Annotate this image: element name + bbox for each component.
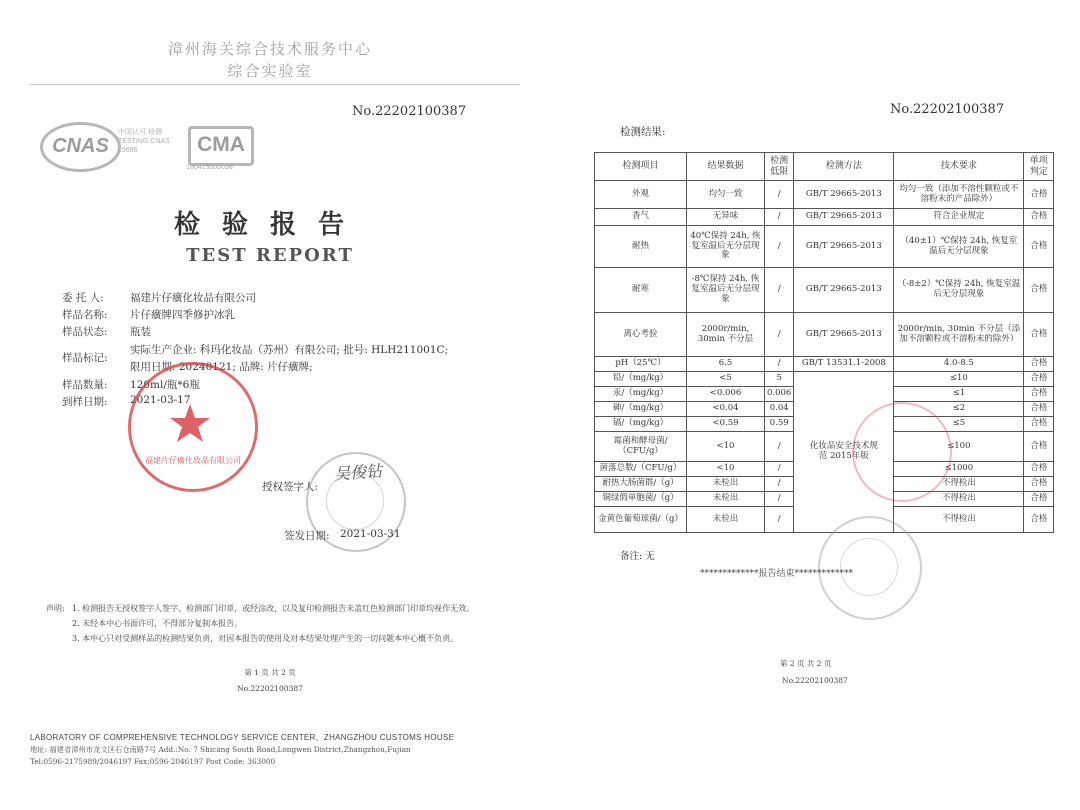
cell-item: 铜绿假单胞菌/（g） [595, 492, 687, 507]
cell-verdict: 合格 [1024, 402, 1054, 417]
stamp-star-icon [128, 362, 252, 486]
cell-result: 2000r/min, 30min 不分层 [687, 313, 765, 357]
company-red-stamp [128, 362, 258, 492]
cell-item: 外观 [595, 181, 687, 209]
cell-verdict: 合格 [1024, 372, 1054, 387]
cell-method: GB/T 29665-2013 [794, 181, 894, 209]
cell-item: 砷/（mg/kg） [595, 402, 687, 417]
cell-requirement: 均匀一致（添加不溶性颗粒或不溶粉末的产品除外） [894, 181, 1024, 209]
cell-method: GB/T 29665-2013 [794, 226, 894, 268]
lab-english-name: LABORATORY OF COMPREHENSIVE TECHNOLOGY SERVICE CENTER，ZHANGZHOU CUSTOMS HOUSE [30, 733, 455, 742]
cell-item: 香气 [595, 209, 687, 226]
cell-requirement: 2000r/min, 30min 不分层（添加不溶颗粒或不溶粉末的除外） [894, 313, 1024, 357]
lab-subname-header: 综合实验室 [227, 62, 313, 80]
cell-method-merged: 化妆品安全技术规范 2015年版 [794, 372, 894, 533]
cell-item: 镉/（mg/kg） [595, 417, 687, 432]
cell-requirement: 4.0-8.5 [894, 357, 1024, 372]
cell-requirement: 不得检出 [894, 477, 1024, 492]
cell-result: 6.5 [687, 357, 765, 372]
cell-verdict: 合格 [1024, 417, 1054, 432]
table-row [595, 181, 1054, 209]
cell-item: 菌落总数/（CFU/g） [595, 462, 687, 477]
sample-state-label: 样品状态: [62, 326, 108, 338]
cnas-logo-text: CNAS [52, 135, 109, 157]
sample-name-value: 片仔癀牌四季修护冰乳 [130, 309, 235, 321]
page1-page-number: 第 1 页 共 2 页 [244, 668, 296, 677]
cell-result: 40℃保持 24h, 恢复室温后无分层现象 [687, 226, 765, 268]
cell-limit: / [765, 313, 794, 357]
cell-requirement: ≤1000 [894, 462, 1024, 477]
sample-qty-value: 120ml/瓶*6瓶 [130, 379, 200, 391]
cell-result: <0.59 [687, 417, 765, 432]
lab-address: 地址: 福建省漳州市龙文区石仓南路7号 Add.:No. 7 Shicang South Road,Longwen District,Zhangzhou,Fujian [30, 745, 411, 754]
cell-method: GB/T 29665-2013 [794, 313, 894, 357]
cell-limit: / [765, 432, 794, 462]
cell-result: 无异味 [687, 209, 765, 226]
cell-limit: / [765, 462, 794, 477]
cell-result: 未检出 [687, 492, 765, 507]
cell-limit: / [765, 209, 794, 226]
signatory-label: 授权签字人: [262, 481, 319, 493]
page2-red-stamp [852, 402, 952, 502]
cell-item: 霉菌和酵母菌/（CFU/g） [595, 432, 687, 462]
table-row [595, 313, 1054, 357]
cell-requirement: ≤1 [894, 387, 1024, 402]
cell-verdict: 合格 [1024, 462, 1054, 477]
cell-item: 汞/（mg/kg） [595, 387, 687, 402]
col-header-verdict: 单项判定 [1024, 153, 1054, 181]
cell-limit: / [765, 226, 794, 268]
cell-result: 未检出 [687, 477, 765, 492]
col-header-result: 结果数据 [687, 153, 765, 181]
issue-date-label: 签发日期: [284, 530, 330, 542]
sample-name-label: 样品名称: [62, 309, 108, 321]
table-row [595, 268, 1054, 313]
client-value: 福建片仔癀化妆品有限公司 [130, 292, 256, 304]
sample-mark-value: 实际生产企业: 科玛化妆品（苏州）有限公司; 批号: HLH211001C; [130, 344, 449, 356]
report-title-cn: 检验报告 [173, 210, 366, 240]
cell-method: GB/T 29665-2013 [794, 209, 894, 226]
sample-qty-label: 样品数量: [62, 379, 108, 391]
col-header-limit: 检测低限 [765, 153, 794, 181]
statement-1: 1. 检测报告无授权签字人签字、检测部门印章，或经涂改，以及复印检测报告未盖红色检测部门印章均视作无效。 [72, 604, 475, 613]
cell-requirement: ≤5 [894, 417, 1024, 432]
lab-contact: Tel:0596-2175989/2046197 Fax:0596-2046197 Post Code: 363000 [30, 757, 276, 766]
statement-2: 2. 未经本中心书面许可，不得部分复制本报告。 [72, 619, 243, 628]
arrival-date-value: 2021-03-17 [130, 394, 191, 406]
lab-name-header: 漳州海关综合技术服务中心 [167, 40, 372, 58]
report-end-marker: *************报告结束************* [700, 569, 854, 579]
signatory-signature: 吴俊钻 [333, 461, 383, 484]
statement-3: 3. 本中心只对受测样品的检测结果负责，对因本报告的使用及对本结果处理产生的一切问题本中心概不负责。 [72, 634, 459, 643]
col-header-method: 检测方法 [794, 153, 894, 181]
cell-requirement: （40±1）℃保持 24h, 恢复室温后无分层现象 [894, 226, 1024, 268]
cell-limit: 0.04 [765, 402, 794, 417]
sample-state-value: 瓶装 [130, 326, 151, 338]
cnas-caption: 中国认可 检测 TESTING CNAS L9696 [118, 129, 170, 154]
sample-mark-label: 样品标记: [62, 352, 108, 364]
cell-limit: / [765, 507, 794, 533]
cell-verdict: 合格 [1024, 268, 1054, 313]
cell-requirement: 不得检出 [894, 507, 1024, 533]
results-table [594, 152, 1054, 533]
sample-mark-value-2: 限用日期: 20240121; 品牌: 片仔癀牌; [130, 361, 313, 373]
cell-verdict: 合格 [1024, 477, 1054, 492]
cell-verdict: 合格 [1024, 507, 1054, 533]
report-page-2 [540, 0, 1080, 810]
stamp-text: 福建片仔癀化妆品有限公司 [145, 456, 241, 465]
cell-result: <0.04 [687, 402, 765, 417]
page2-page-number: 第 2 页 共 2 页 [780, 659, 832, 668]
cell-verdict: 合格 [1024, 357, 1054, 372]
cell-method: GB/T 13531.1-2008 [794, 357, 894, 372]
results-section-title: 检测结果: [620, 126, 666, 138]
table-row [595, 226, 1054, 268]
cell-limit: / [765, 357, 794, 372]
cell-item: 离心考验 [595, 313, 687, 357]
cell-result: 未检出 [687, 507, 765, 533]
col-header-requirement: 技术要求 [894, 153, 1024, 181]
table-row [595, 357, 1054, 372]
col-header-item: 检测项目 [595, 153, 687, 181]
cell-item: 耐热 [595, 226, 687, 268]
cell-verdict: 合格 [1024, 209, 1054, 226]
client-label: 委 托 人: [62, 292, 104, 304]
cma-logo-text: CMA [197, 133, 245, 156]
cell-verdict: 合格 [1024, 226, 1054, 268]
cell-limit: 5 [765, 372, 794, 387]
cma-logo [188, 126, 254, 166]
cell-result: <10 [687, 432, 765, 462]
cell-result: -8℃保持 24h, 恢复室温后无分层现象 [687, 268, 765, 313]
cell-requirement: 不得检出 [894, 492, 1024, 507]
report-number: No.22202100387 [352, 104, 467, 119]
cell-item: 金黄色葡萄球菌/（g） [595, 507, 687, 533]
cell-requirement: （-8±2）℃保持 24h, 恢复室温后无分层现象 [894, 268, 1024, 313]
cell-result: 均匀一致 [687, 181, 765, 209]
cell-result: <5 [687, 372, 765, 387]
cell-limit: / [765, 268, 794, 313]
cell-item: 耐热大肠菌群/（g） [595, 477, 687, 492]
cell-requirement: ≤2 [894, 402, 1024, 417]
statement-label: 声明: [46, 604, 65, 613]
cell-requirement: ≤100 [894, 432, 1024, 462]
table-row [595, 372, 1054, 387]
cell-result: <0.006 [687, 387, 765, 402]
report-title-en: TEST REPORT [186, 245, 354, 266]
cell-verdict: 合格 [1024, 432, 1054, 462]
cell-requirement: 符合企业规定 [894, 209, 1024, 226]
table-row [595, 209, 1054, 226]
cell-verdict: 合格 [1024, 492, 1054, 507]
issue-date-value: 2021-03-31 [340, 528, 401, 540]
cma-caption: 160413060038 [186, 164, 233, 171]
cell-item: 铅/（mg/kg） [595, 372, 687, 387]
page2-footer-report-number: No.22202100387 [782, 676, 848, 685]
page2-report-number: No.22202100387 [890, 102, 1005, 117]
cell-item: pH（25℃） [595, 357, 687, 372]
cell-result: <10 [687, 462, 765, 477]
cell-verdict: 合格 [1024, 313, 1054, 357]
cell-item: 耐寒 [595, 268, 687, 313]
cell-verdict: 合格 [1024, 181, 1054, 209]
cell-limit: / [765, 477, 794, 492]
header-rule [30, 84, 520, 85]
cell-method: GB/T 29665-2013 [794, 268, 894, 313]
arrival-date-label: 到样日期: [62, 396, 108, 408]
page1-footer-report-number: No.22202100387 [237, 684, 303, 693]
cell-limit: 0.006 [765, 387, 794, 402]
table-header-row [595, 153, 1054, 181]
cell-limit: / [765, 181, 794, 209]
remark: 备注: 无 [620, 551, 655, 562]
cell-requirement: ≤10 [894, 372, 1024, 387]
cell-verdict: 合格 [1024, 387, 1054, 402]
cnas-logo [40, 122, 121, 172]
cell-limit: 0.59 [765, 417, 794, 432]
cell-limit: / [765, 492, 794, 507]
